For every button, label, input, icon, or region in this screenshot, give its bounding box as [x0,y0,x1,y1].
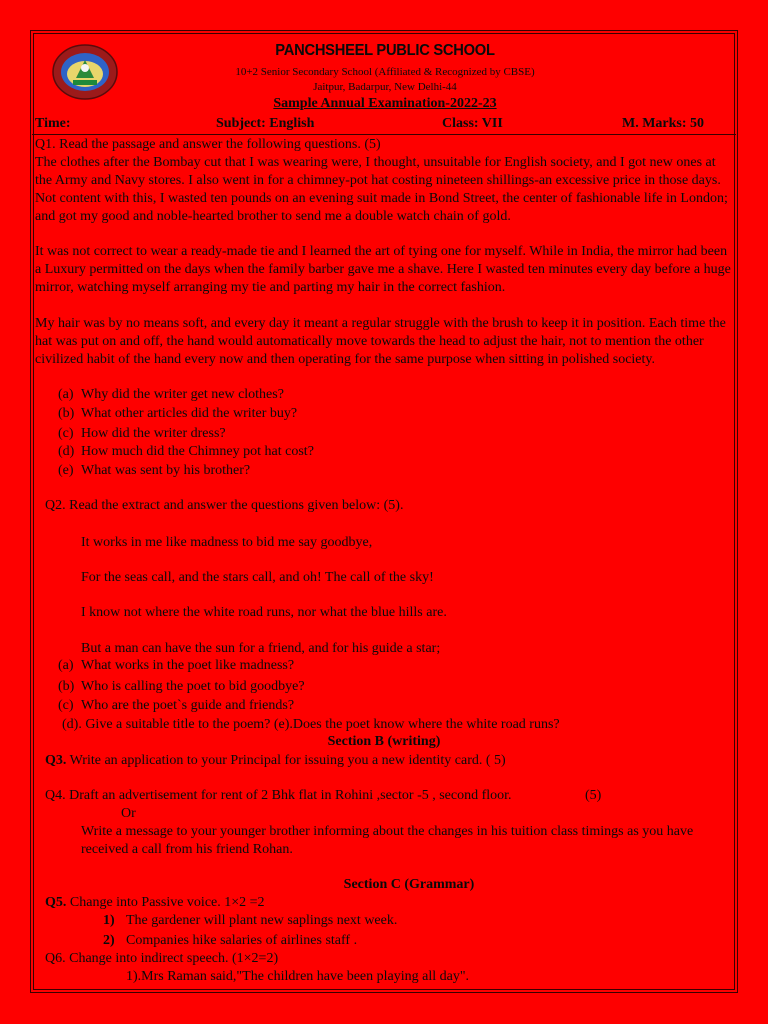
q6-item-text: 1).Mrs Raman said,"The children have been playing all day". [126,969,470,984]
q4-text: Q4. Draft an advertisement for rent of 2 Bhk flat in Rohini ,sector -5 , second floor. [45,788,512,803]
section-c-title: Section C (Grammar) [343,877,475,892]
header-divider [32,134,736,135]
q5-text: Change into Passive voice. 1×2 =2 [66,895,265,910]
poem-line: For the seas call, and the stars call, and oh! The call of the sky! [81,570,434,585]
class-label: Class: VII [442,116,503,131]
section-b-title: Section B (writing) [327,734,441,749]
q1-heading: Q1. Read the passage and answer the following questions. (5) [35,137,381,152]
q1-question-label: (b) [58,406,75,421]
or-label: Or [121,806,136,821]
q6-text: Q6. Change into indirect speech. (1×2=2) [45,951,279,966]
q5-item-number: 2) [103,933,115,948]
poem-line: It works in me like madness to bid me say goodbye, [81,535,373,550]
school-affiliation: 10+2 Senior Secondary School (Affiliated & Recognized by CBSE) [235,66,535,78]
school-address: Jaitpur, Badarpur, New Delhi-44 [313,81,457,93]
q2-question-label: (c) [58,698,74,713]
q1-question-label: (c) [58,426,74,441]
q2-question-text: Who are the poet`s guide and friends? [81,698,295,713]
marks-label: M. Marks: 50 [622,116,705,131]
subject-label: Subject: English [216,116,315,131]
exam-title: Sample Annual Examination-2022-23 [273,96,497,111]
q2-question-d: (d). Give a suitable title to the poem? (e).Does the poet know where the white road runs? [62,717,560,732]
q4-alternative: Write a message to your younger brother informing about the changes in his tuition class timings as you have received a call from his friend Rohan. [81,824,694,857]
school-name: PANCHSHEEL PUBLIC SCHOOL [275,42,495,59]
q2-question-text: Who is calling the poet to bid goodbye? [81,679,305,694]
poem-line: But a man can have the sun for a friend, and for his guide a star; [81,641,441,656]
q1-passage-paragraph: The clothes after the Bombay cut that I was wearing were, I thought, unsuitable for English society, and I got new ones at the Army and Navy stores. I also went in for a chimney-pot hat costing nineteen shillings-an excessive price in those days. Not content with this, I wasted ten pounds on an evening suit made in Bond Street, the center of fashionable life in London; and got my good and noble-hearted brother to send me a double watch chain of gold. [35,155,728,224]
q1-question-label: (a) [58,387,74,402]
q2-question-label: (b) [58,679,75,694]
q1-question-text: What other articles did the writer buy? [81,406,298,421]
q1-question-label: (e) [58,463,74,478]
q1-question-text: Why did the writer get new clothes? [81,387,284,402]
q4-marks: (5) [585,788,602,803]
q1-question-label: (d) [58,444,75,459]
q5-item-text: Companies hike salaries of airlines staff . [126,933,358,948]
q5-item-text: The gardener will plant new saplings next week. [126,913,398,928]
q2-heading: Q2. Read the extract and answer the questions given below: (5). [45,498,404,513]
school-logo [52,44,118,100]
q5-item-number: 1) [103,913,115,928]
q1-question-text: How much did the Chimney pot hat cost? [81,444,314,459]
q1-question-text: How did the writer dress? [81,426,226,441]
time-label: Time: [35,116,71,131]
q5-number: Q5. [45,895,67,910]
q1-passage-paragraph: My hair was by no means soft, and every day it meant a regular struggle with the brush to keep it in position. Each time the hat was put on and off, the hand would automatically move towards the head to adjust the hair, not to mention the other civilized habit of the hand every now and then operating for the same purpose when sitting in polished society. [35,316,726,367]
poem-line: I know not where the white road runs, nor what the blue hills are. [81,605,447,620]
q1-passage-paragraph: It was not correct to wear a ready-made tie and I learned the art of tying one for myself. While in India, the mirror had been a Luxury permitted on the days when the family barber gave me a shave. Here I wasted ten minutes every day before a huge mirror, watching myself arranging my tie and parting my hair in the correct fashion. [35,244,731,295]
q3-text: Write an application to your Principal for issuing you a new identity card. ( 5) [66,753,506,768]
q2-question-label: (a) [58,658,74,673]
q3-number: Q3. [45,753,67,768]
q2-question-text: What works in the poet like madness? [81,658,295,673]
q1-question-text: What was sent by his brother? [81,463,251,478]
